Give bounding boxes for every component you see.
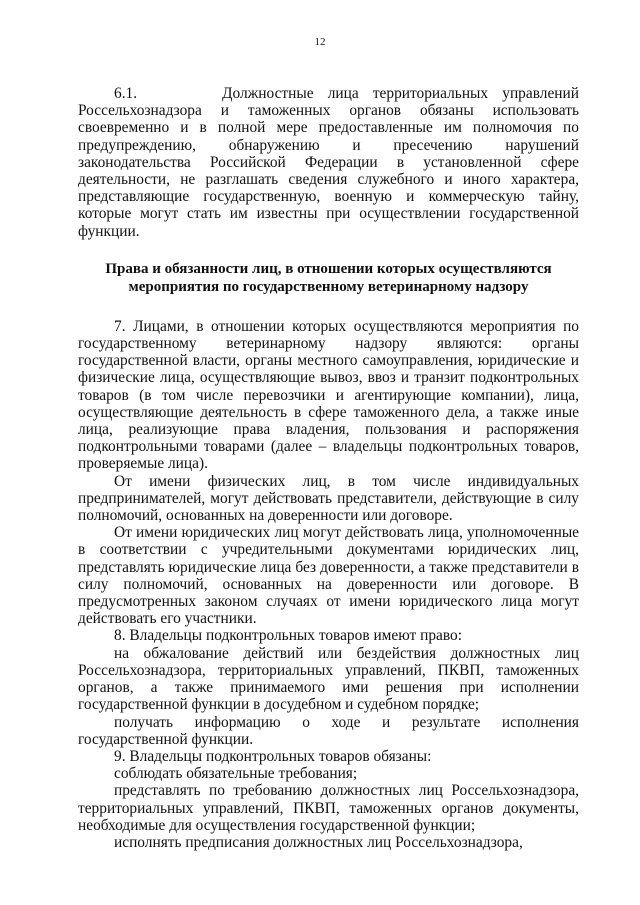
paragraph-7: 7. Лицами, в отношении которых осуществляются мероприятия по государственному ветеринарному надзору являются: органы государственной власти, органы местного самоуправления, юридические и физические лица, осуществляющие вывоз, ввоз и транзит подконтрольных товаров (в том числе перевозчики и агентирующие компании), лица, осуществляющие деятельность в сфере таможенного дела, а также иные лица, реализующие права владения, пользования и распоряжения подконтрольными товарами (далее – владельцы подконтрольных товаров, проверяемые лица). — [78, 317, 579, 473]
paragraph-6-1: 6.1. Должностные лица территориальных управлений Россельхознадзора и таможенных органов обязаны использовать своевременно и в полной мере предоставленные им полномочия по предупреждению, обнаружению и пресечению нарушений законодательства Российской Федерации в установленной сфере деятельности, не разглашать сведения служебного и иного характера, представляющие государственную, военную и коммерческую тайну, которые могут стать им известны при осуществлении государственной функции. — [78, 85, 579, 240]
section-heading — [78, 260, 579, 296]
paragraph-9-documents: представлять по требованию должностных лиц Россельхознадзора, территориальных управлений, ПКВП, таможенных органов документы, необходимые для осуществления государственной функции; — [78, 782, 579, 834]
paragraph-individuals: От имени физических лиц, в том числе индивидуальных предпринимателей, могут действовать представители, действующие в силу полномочий, основанных на доверенности или договоре. — [78, 472, 579, 525]
section-heading-line-1: Права и обязанности лиц, в отношении которых осуществляются — [105, 260, 552, 277]
paragraph-9-comply: соблюдать обязательные требования; — [114, 765, 358, 783]
document-body — [78, 85, 579, 851]
paragraph-legal-entities: От имени юридических лиц могут действовать лица, уполномоченные в соответствии с учредительными документами юридических лиц, представлять юридические лица без доверенности, а также представители в силу полномочий, основанных на доверенности или договоре. В предусмотренных законом случаях от имени юридического лица могут действовать его участники. — [78, 524, 579, 628]
page-number: 12 — [314, 36, 326, 48]
paragraph-8: 8. Владельцы подконтрольных товаров имеют право: — [114, 627, 463, 645]
section-heading-line-2: мероприятия по государственному ветеринарному надзору — [128, 278, 529, 295]
paragraph-9-orders: исполнять предписания должностных лиц Россельхознадзора, — [114, 833, 523, 851]
paragraph-8-info: получать информацию о ходе и результате исполнения государственной функции. — [78, 713, 579, 748]
paragraph-9: 9. Владельцы подконтрольных товаров обязаны: — [114, 747, 432, 765]
paragraph-8-appeal: на обжалование действий или бездействия должностных лиц Россельхознадзора, территориальных управлений, ПКВП, таможенных органов, а также принимаемого ими решения при исполнении государственной функции в досудебном и судебном порядке; — [78, 644, 579, 714]
